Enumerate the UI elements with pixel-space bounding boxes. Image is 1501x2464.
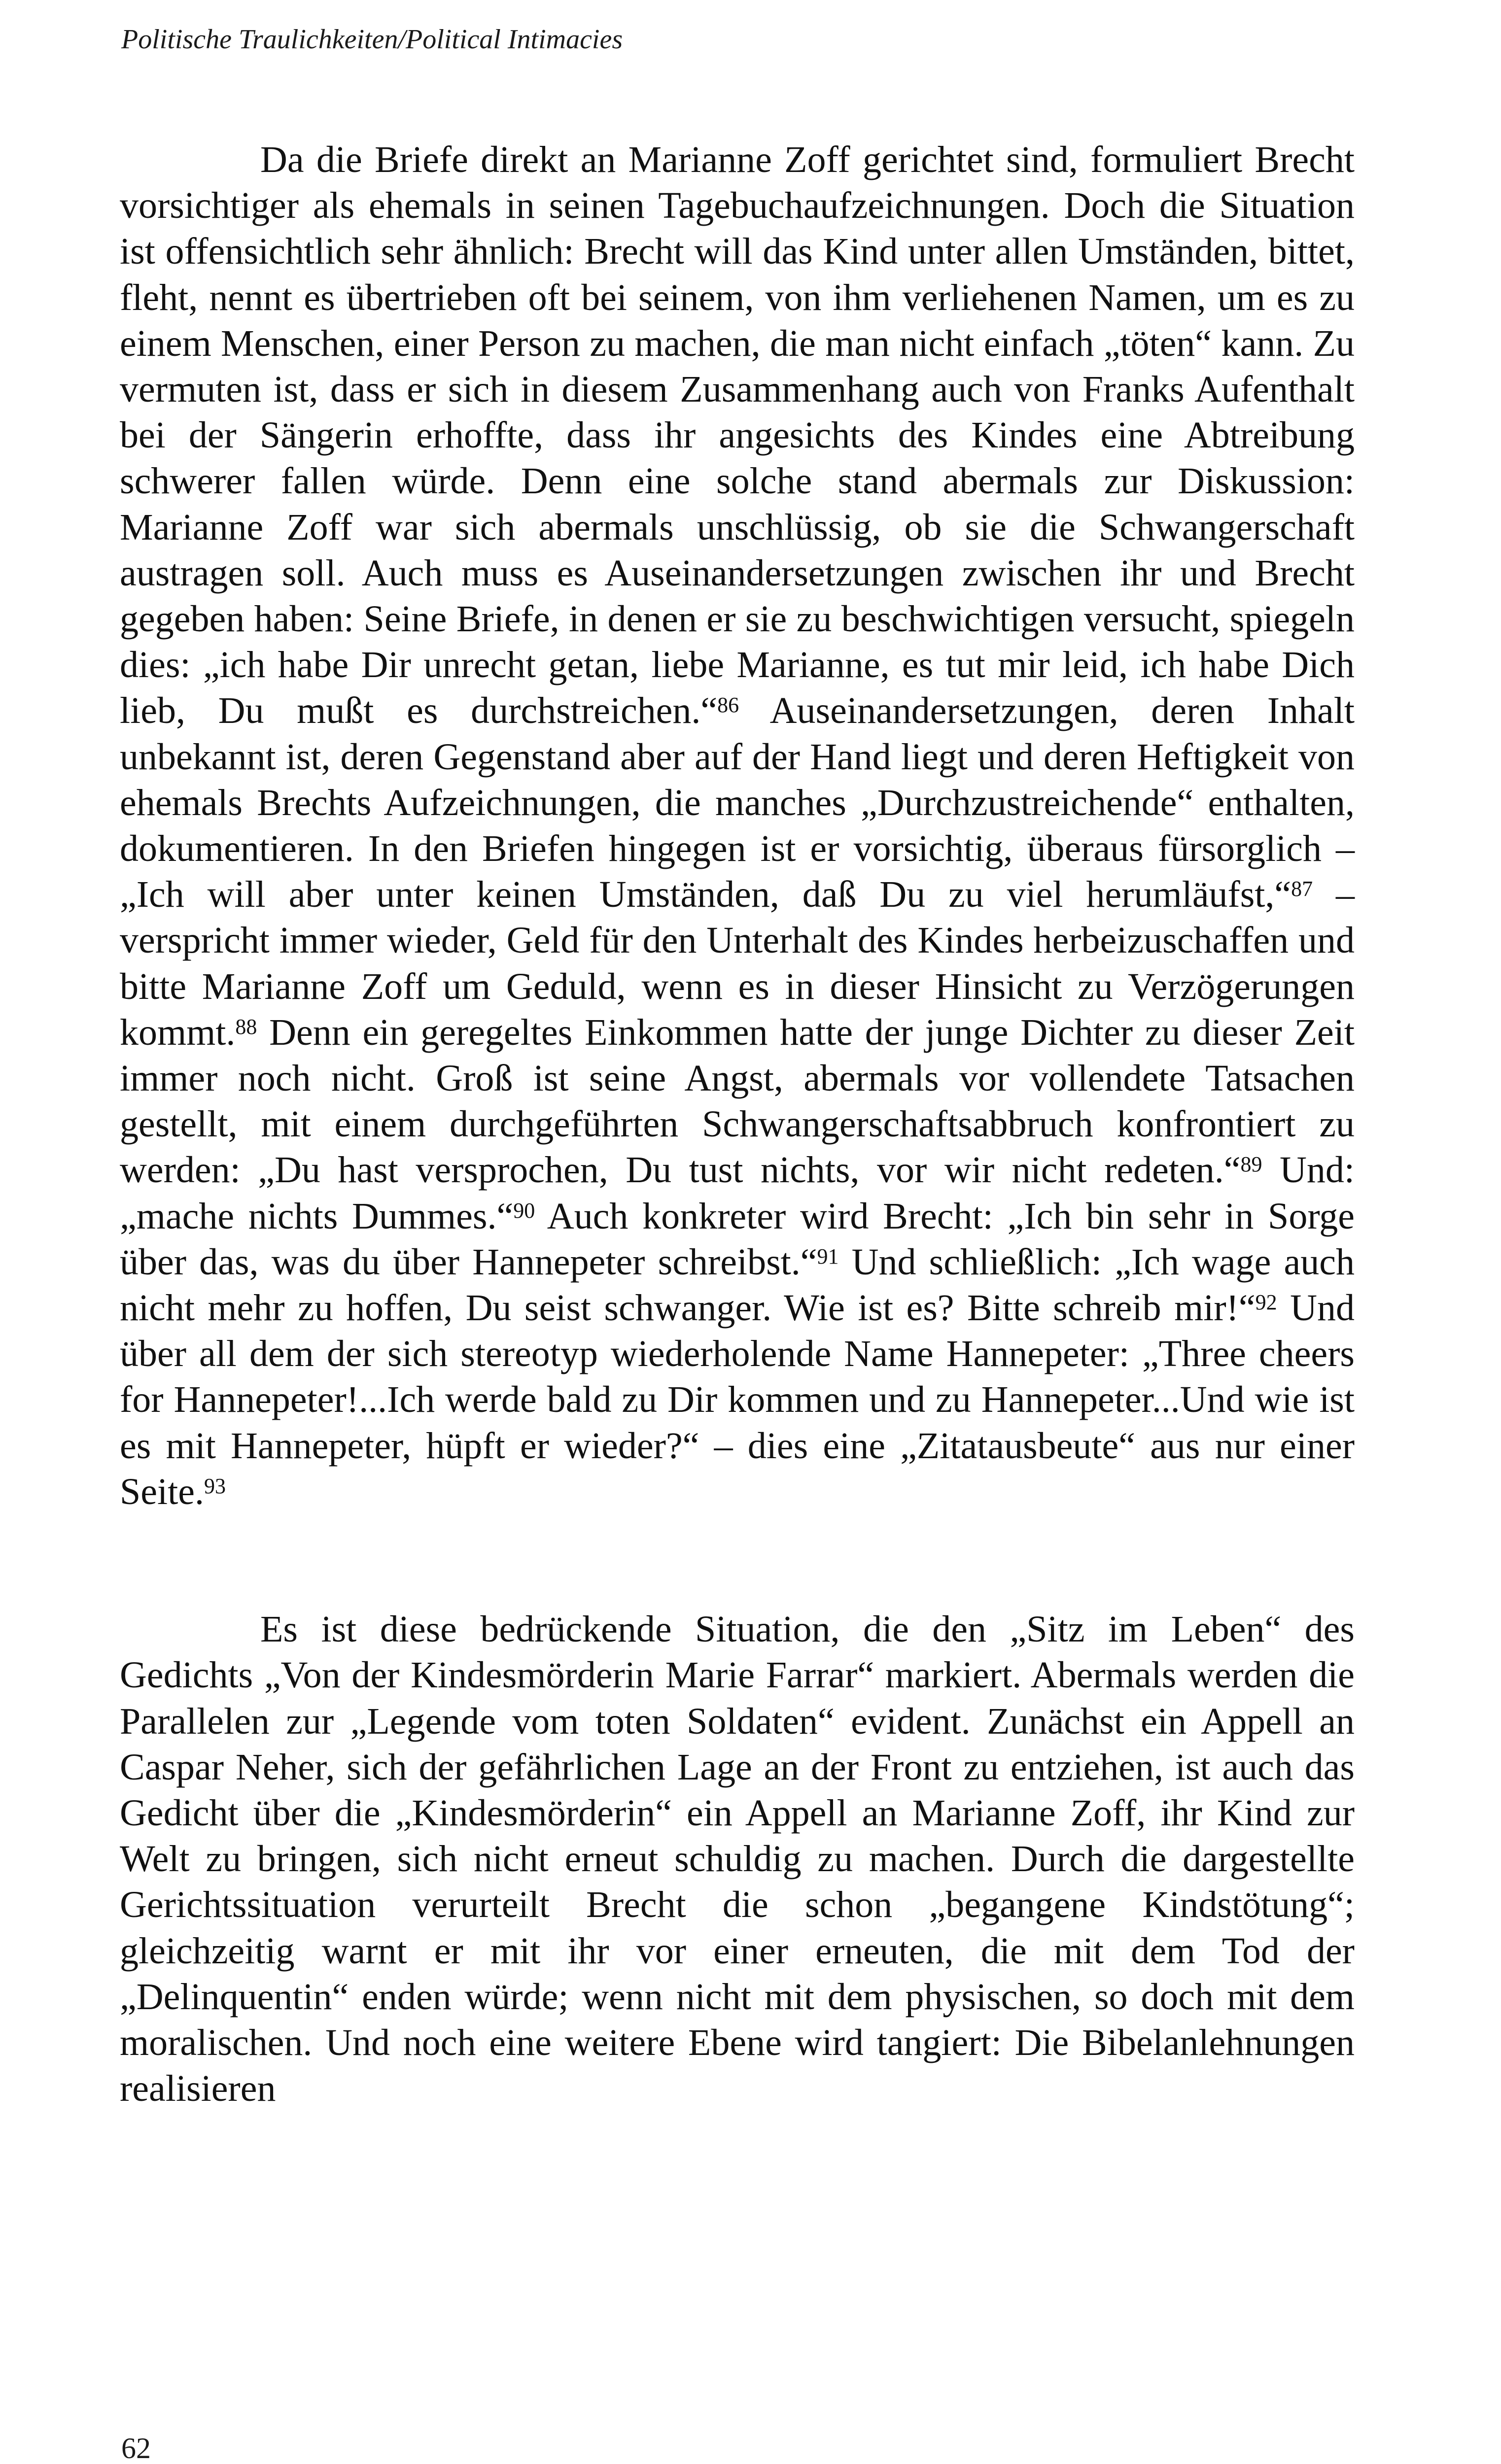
paragraph-2-text: Es ist diese bedrückende Situation, die den „Sitz im Leben“ des Gedichts „Von der Kindesmörderin Marie Farrar“ markiert. Abermals werden die Parallelen zur „Legende vom toten Soldaten“ evident. Zunächst ein Appell an Caspar Neher, sich der gefährlichen Lage an der Front zu entziehen, ist auch das Gedicht über die „Kindesmörderin“ ein Appell an Marianne Zoff, ihr Kind zur Welt zu bringen, sich nicht erneut schuldig zu machen. Durch die dargestellte Gerichtssituation verurteilt Brecht die schon „begangene Kindstötung“; gleichzeitig warnt er mit ihr vor einer erneuten, die mit dem Tod der „Delinquentin“ enden würde; wenn nicht mit dem physischen, so doch mit dem moralischen. Und noch eine weitere Ebene wird tangiert: Die Bibelanlehnungen realisieren	[120, 1608, 1355, 2110]
paragraph-1-text: Denn ein geregeltes Einkommen hatte der junge Dichter zu dieser Zeit immer noch nicht. Groß ist seine Angst, abermals vor vollendete Tatsachen gestellt, mit einem durchgeführten Schwangerschaftsabbruch konfrontiert zu werden: „Du hast versprochen, Du tust nichts, vor wir nicht redeten.“	[120, 1011, 1355, 1191]
paragraph-1-text: Und schließlich: „Ich wage auch nicht mehr zu hoffen, Du seist schwanger. Wie ist es? Bitte schreib mir!“	[120, 1241, 1355, 1329]
footnote-ref-87: 87	[1291, 877, 1313, 901]
paragraph-1-text: Und: „mache nichts Dummes.“	[120, 1149, 1355, 1237]
body-text	[120, 137, 1355, 2112]
paragraph-1-text: Auch konkreter wird Brecht: „Ich bin sehr in Sorge über das, was du über Hannepeter schreibst.“	[120, 1195, 1355, 1283]
running-head: Politische Traulichkeiten/Political Intimacies	[121, 24, 623, 55]
footnote-ref-91: 91	[817, 1244, 839, 1268]
footnote-ref-89: 89	[1240, 1152, 1262, 1177]
footnote-ref-90: 90	[513, 1198, 535, 1223]
paragraph-1-text: Da die Briefe direkt an Marianne Zoff gerichtet sind, formuliert Brecht vorsichtiger als ehemals in seinen Tagebuchaufzeichnungen. Doch die Situation ist offensichtlich sehr ähnlich: Brecht will das Kind unter allen Umständen, bittet, fleht, nennt es übertrieben oft bei seinem, von ihm verliehenen Namen, um es zu einem Menschen, einer Person zu machen, die man nicht einfach „töten“ kann. Zu vermuten ist, dass er sich in diesem Zusammenhang auch von Franks Aufenthalt bei der Sängerin erhoffte, dass ihr angesichts des Kindes eine Abtreibung schwerer fallen würde. Denn eine solche stand abermals zur Diskussion: Marianne Zoff war sich abermals unschlüssig, ob sie die Schwangerschaft austragen soll. Auch muss es Auseinandersetzungen zwischen ihr und Brecht gegeben haben: Seine Briefe, in denen er sie zu beschwichtigen versucht, spiegeln dies: „ich habe Dir unrecht getan, liebe Marianne, es tut mir leid, ich habe Dich lieb, Du mußt es durchstreichen.“	[120, 139, 1355, 732]
paragraph-1-text: – verspricht immer wieder, Geld für den Unterhalt des Kindes herbeizuschaffen und bitte Marianne Zoff um Geduld, wenn es in dieser Hinsicht zu Verzögerungen kommt.	[120, 874, 1355, 1053]
paragraph-1-text: Und über all dem der sich stereotyp wiederholende Name Hannepeter: „Three cheers for Hannepeter!...Ich werde bald zu Dir kommen und zu Hannepeter...Und wie ist es mit Hannepeter, hüpft er wieder?“ – dies eine „Zitatausbeute“ aus nur einer Seite.	[120, 1287, 1355, 1512]
paragraph-2	[120, 1607, 1355, 2112]
paragraph-1-text: Auseinandersetzungen, deren Inhalt unbekannt ist, deren Gegenstand aber auf der Hand liegt und deren Heftigkeit von ehemals Brechts Aufzeichnungen, die manches „Durchzustreichende“ enthalten, dokumentieren. In den Briefen hingegen ist er vorsichtig, überaus fürsorglich – „Ich will aber unter keinen Umständen, daß Du zu viel herumläufst,“	[120, 690, 1355, 916]
paragraph-1	[120, 137, 1355, 1515]
footnote-ref-86: 86	[717, 693, 739, 718]
footnote-ref-93: 93	[204, 1473, 226, 1498]
page-number: 62	[121, 2432, 151, 2464]
footnote-ref-92: 92	[1255, 1290, 1277, 1315]
footnote-ref-88: 88	[235, 1014, 257, 1039]
